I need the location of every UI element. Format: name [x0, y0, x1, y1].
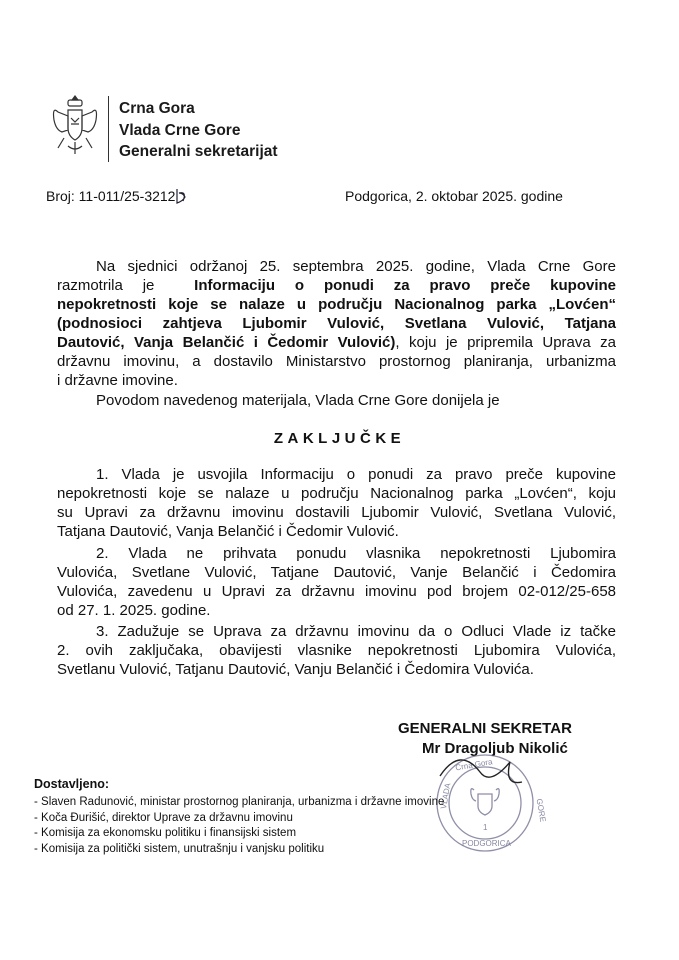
signatory-title: GENERALNI SEKRETAR [398, 720, 572, 737]
intro-paragraph [57, 276, 616, 390]
stamp-number: 1 [483, 823, 488, 832]
intro-line-7: i državne imovine. [57, 372, 178, 389]
list-item: - Slaven Radunović, ministar prostornog planiranja, urbanizma i državne imovine [34, 796, 445, 808]
list-item: - Komisija za ekonomsku politiku i finansijski sistem [34, 827, 297, 839]
distribution-title: Dostavljeno: [34, 777, 110, 791]
distribution-list [34, 795, 444, 857]
conclusion-1-lead: 1. Vlada je usvojila Informaciju o ponudi za pravo preče kupovine [96, 466, 616, 483]
country-name: Crna Gora [119, 100, 195, 117]
intro-line-1: Na sjednici održanoj 25. septembra 2025. godine, Vlada Crne Gore [96, 258, 616, 275]
intro-line-8: Povodom navedenog materijala, Vlada Crne Gore donijela je [96, 392, 500, 409]
signatory-name: Mr Dragoljub Nikolić [422, 740, 568, 757]
letterhead [119, 98, 278, 163]
official-stamp [430, 748, 548, 858]
conclusion-2-lead: 2. Vlada ne prihvata ponudu vlasnika nepokretnosti Ljubomira [96, 545, 616, 562]
handwritten-digit-mark [175, 185, 189, 207]
header-divider [108, 96, 109, 162]
secretariat-name: Generalni sekretarijat [119, 143, 278, 160]
intro-line-4: (podnosioci zahtjeva Ljubomir Vulović, Svetlana Vulović, Tatjana [57, 315, 616, 332]
intro-line-6: državnu imovinu, a dostavilo Ministarstvo prostornog planiranja, urbanizma [57, 353, 616, 370]
reference-number-text: Broj: 11-011/25-3212 [46, 188, 176, 204]
stamp-right-text: GORE [534, 797, 548, 823]
stamp-city: PODGORICA [462, 839, 511, 848]
government-name: Vlada Crne Gore [119, 121, 241, 139]
stamp-left-text: VLADA [439, 782, 453, 810]
conclusion-1: nepokretnosti koje se nalaze u području Nacionalnog parka „Lovćen“, koju su Upravi za državnu imovinu dostavili Ljubomir Vulović, Svetlana Vulović, Tatjana Dautović, Vanja Belančić i Čedomir Vulović. [57, 485, 616, 540]
conclusion-3-lead: 3. Zadužuje se Uprava za državnu imovinu da o Odluci Vlade iz tačke [96, 623, 616, 640]
intro-line-5: Dautović, Vanja Belančić i Čedomir Vulović), koju je pripremila Uprava za [57, 334, 617, 351]
conclusions-title: ZAKLJUČKE [273, 430, 406, 447]
stamp-top-text: Crna Gora [454, 757, 494, 773]
montenegro-coat-of-arms-icon [50, 94, 100, 158]
conclusion-3: 2. ovih zaključaka, obavijesti vlasnike nepokretnosti Ljubomira Vulovića, Svetlanu Vulović, Tatjanu Dautović, Vanju Belančić i Čedomira Vulovića. [57, 642, 616, 678]
list-item: - Komisija za politički sistem, unutrašnju i vanjsku politiku [34, 842, 325, 855]
list-item: - Koča Đurišić, direktor Uprave za državnu imovinu [34, 811, 293, 824]
place-and-date: Podgorica, 2. oktobar 2025. godine [345, 188, 563, 204]
intro-line-2: razmotrila je Informaciju o ponudi za pravo preče kupovine [57, 277, 616, 294]
intro-line-3: nepokretnosti koje se nalaze u području Nacionalnog parka „Lovćen“ [57, 296, 616, 313]
conclusion-2: Vulovića, Svetlane Vulović, Tatjane Dautović, Vanje Belančić i Čedomira Vulovića, zavedenu u Upravi za državnu imovinu pod brojem 02-012/25-658 od 27. 1. 2025. godine. [57, 564, 616, 619]
reference-number [46, 185, 189, 207]
